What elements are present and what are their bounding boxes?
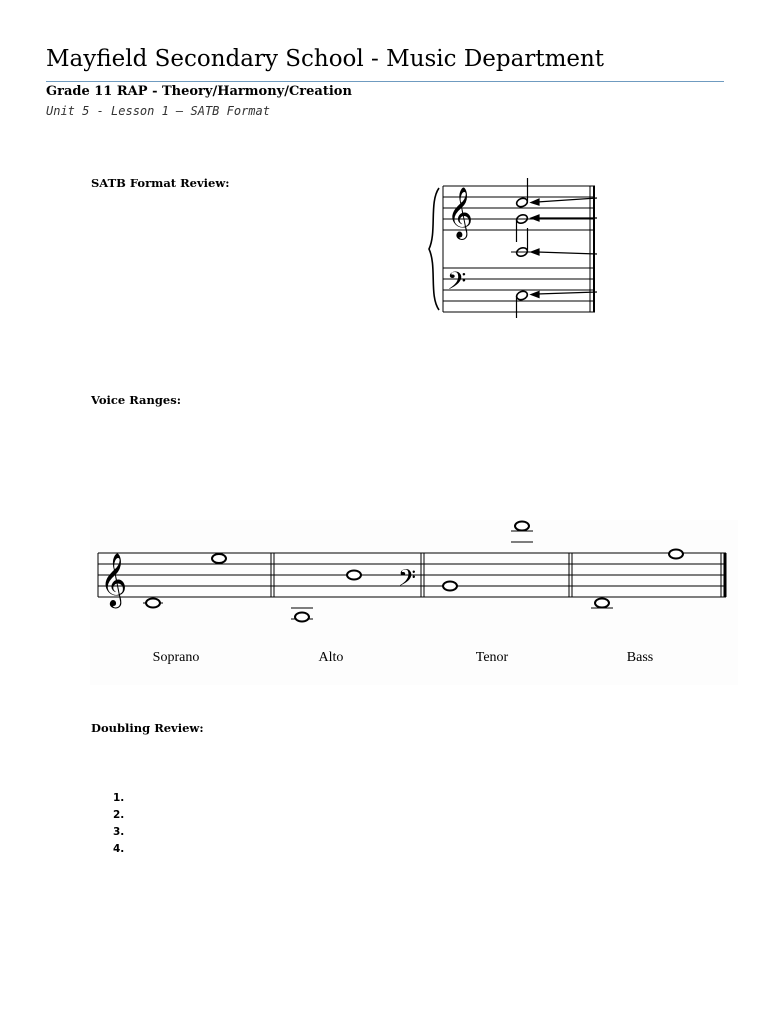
doubling-list xyxy=(113,790,124,858)
voice-label-bass: Bass xyxy=(626,650,654,665)
page-title: Mayfield Secondary School - Music Department xyxy=(46,46,605,72)
doubling-review-heading: Doubling Review: xyxy=(91,721,204,735)
whole-note-icon xyxy=(347,571,361,580)
arrow-icon xyxy=(537,252,597,254)
list-item: 1. xyxy=(113,792,125,804)
voice-label-soprano: Soprano xyxy=(152,650,200,665)
list-item: 4. xyxy=(113,843,125,855)
bass-clef-icon: 𝄢 xyxy=(398,564,417,597)
whole-note-icon xyxy=(295,613,309,622)
brace-icon xyxy=(429,188,439,310)
list-item: 3. xyxy=(113,826,125,838)
list-item: 2. xyxy=(113,809,125,821)
voice-ranges-heading: Voice Ranges: xyxy=(91,393,181,407)
course-subtitle: Grade 11 RAP - Theory/Harmony/Creation xyxy=(46,84,352,99)
whole-note-icon xyxy=(146,599,160,608)
title-divider xyxy=(46,81,724,82)
voice-ranges-staff xyxy=(90,520,738,685)
whole-note-icon xyxy=(669,550,683,559)
arrow-icon xyxy=(537,198,597,202)
treble-clef-icon: 𝄞 xyxy=(100,552,128,606)
half-note-icon xyxy=(515,290,528,301)
treble-clef-icon: 𝄞 xyxy=(447,187,474,238)
half-note-icon xyxy=(515,197,528,208)
voice-label-tenor: Tenor xyxy=(475,650,509,665)
whole-note-icon xyxy=(515,522,529,531)
whole-note-icon xyxy=(212,554,226,563)
unit-lesson-line: Unit 5 - Lesson 1 – SATB Format xyxy=(46,104,270,118)
satb-format-heading: SATB Format Review: xyxy=(91,176,230,190)
whole-note-icon xyxy=(595,599,609,608)
arrow-icon xyxy=(537,292,597,294)
whole-note-icon xyxy=(443,582,457,591)
bass-clef-icon: 𝄢 xyxy=(447,267,467,302)
satb-grand-staff xyxy=(425,172,605,322)
voice-label-alto: Alto xyxy=(318,650,344,665)
